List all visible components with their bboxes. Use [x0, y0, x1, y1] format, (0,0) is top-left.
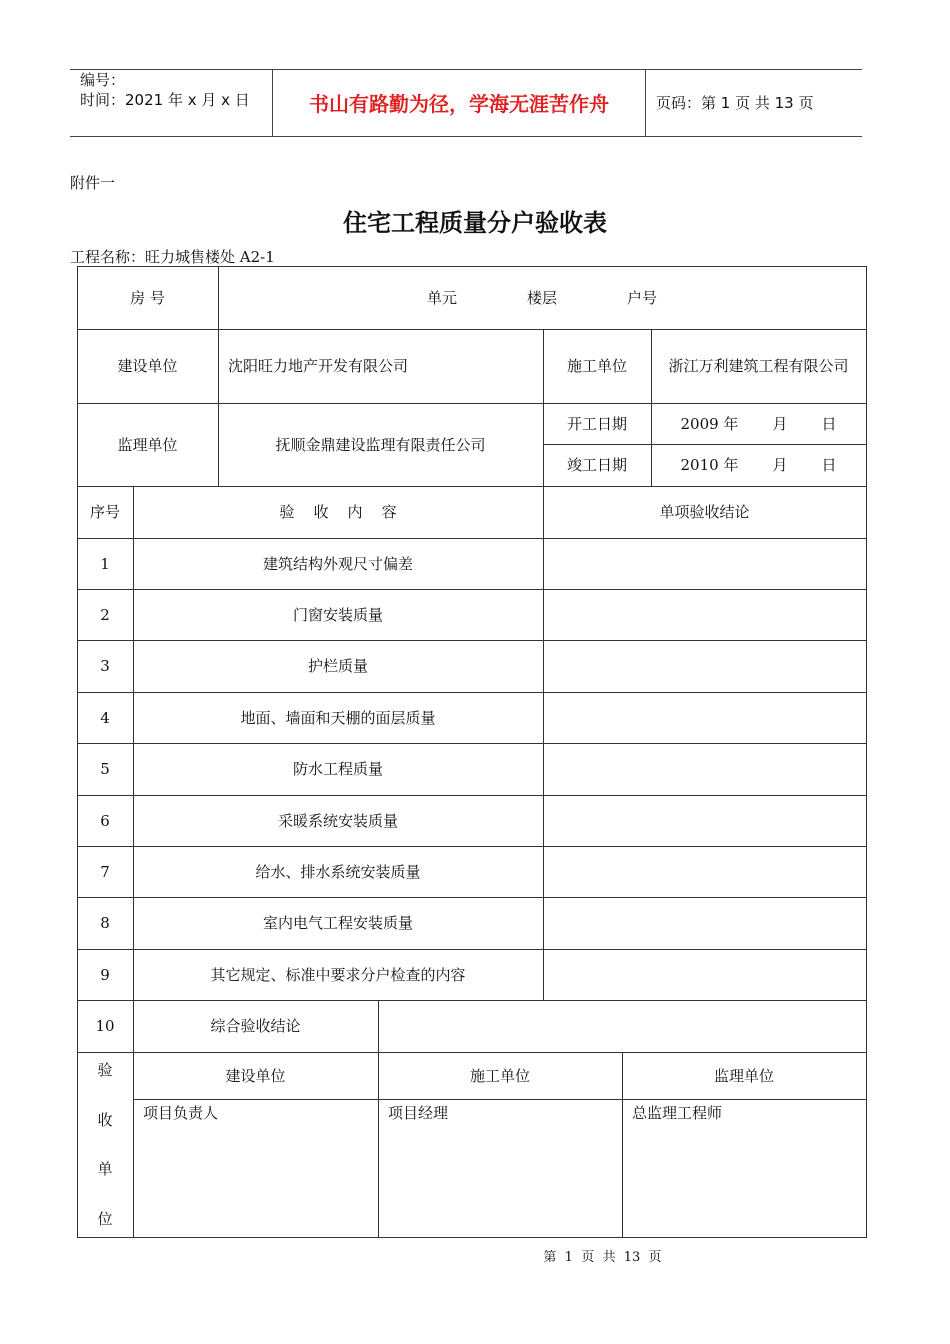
item-content: 给水、排水系统安装质量 — [255, 862, 421, 881]
item-content: 建筑结构外观尺寸偏差 — [262, 554, 413, 573]
item-conclusion-field[interactable] — [543, 589, 866, 640]
doc-time-label: 时间：2021 年 x 月 x 日 — [80, 91, 250, 109]
vertical-char: 位 — [97, 1209, 113, 1228]
item-conclusion-field[interactable] — [543, 897, 866, 949]
header-meta — [80, 70, 250, 110]
summary-number: 10 — [95, 1017, 115, 1035]
finish-year: 2010 年 — [680, 456, 739, 474]
item-number: 2 — [100, 605, 110, 624]
content-header: 验 收 内 容 — [279, 503, 397, 521]
floor-label: 楼层 — [526, 288, 557, 307]
item-content: 地面、墙面和天棚的面层质量 — [240, 708, 436, 727]
seq-header: 序号 — [89, 503, 120, 521]
page-footer: 第 1 页 共 13 页 — [543, 1250, 662, 1265]
header-divider — [645, 69, 646, 136]
start-date-field[interactable] — [651, 403, 866, 444]
item-conclusion-field[interactable] — [543, 795, 866, 846]
start-month-label: 月 — [772, 414, 788, 433]
supervisor-person-label: 总监理工程师 — [632, 1104, 723, 1122]
doc-number-label: 编号： — [80, 71, 126, 89]
summary-conclusion-field[interactable] — [378, 1000, 866, 1052]
item-conclusion-field[interactable] — [543, 640, 866, 692]
builder-label: 建设单位 — [117, 357, 178, 375]
item-conclusion-field[interactable] — [543, 538, 866, 589]
finish-date-label: 竣工日期 — [566, 456, 627, 474]
vertical-char: 验 — [97, 1061, 113, 1079]
supervisor-value: 抚顺金鼎建设监理有限责任公司 — [275, 435, 486, 454]
builder-person-label: 项目负责人 — [143, 1104, 219, 1122]
constructor-value: 浙江万利建筑工程有限公司 — [668, 357, 849, 375]
start-year: 2009 年 — [680, 414, 739, 433]
supervisor-signature-field[interactable] — [622, 1099, 866, 1237]
attachment-label: 附件一 — [70, 174, 116, 192]
house-number-label: 户号 — [627, 288, 658, 307]
conclusion-header: 单项验收结论 — [659, 503, 750, 521]
vertical-char: 单 — [97, 1160, 113, 1179]
builder-signature-field[interactable] — [133, 1099, 378, 1237]
item-content: 护栏质量 — [307, 657, 368, 675]
start-day-label: 日 — [821, 414, 837, 433]
header-motto: 书山有路勤为径，学海无涯苦作舟 — [309, 92, 609, 116]
item-conclusion-field[interactable] — [543, 743, 866, 795]
sign-builder-header: 建设单位 — [225, 1066, 286, 1085]
grid-line — [77, 1237, 867, 1238]
acceptance-units-label — [77, 1052, 133, 1237]
item-number: 4 — [100, 708, 110, 727]
sign-constructor-header: 施工单位 — [469, 1066, 530, 1085]
page-counter: 页码：第 1 页 共 13 页 — [656, 94, 814, 112]
vertical-char: 收 — [97, 1110, 113, 1129]
item-content: 门窗安装质量 — [292, 605, 383, 624]
item-number: 6 — [100, 811, 110, 830]
item-number: 3 — [100, 657, 110, 675]
finish-date-field[interactable] — [651, 444, 866, 486]
constructor-label: 施工单位 — [566, 357, 627, 375]
builder-value: 沈阳旺力地产开发有限公司 — [228, 357, 409, 375]
header-bottom-rule — [70, 136, 862, 137]
start-date-label: 开工日期 — [566, 414, 627, 433]
summary-label: 综合验收结论 — [210, 1017, 301, 1035]
finish-month-label: 月 — [772, 456, 788, 474]
item-content: 防水工程质量 — [292, 760, 383, 778]
room-number-field[interactable] — [218, 266, 866, 329]
room-number-label: 房 号 — [130, 288, 165, 307]
item-number: 1 — [100, 554, 110, 573]
grid-line — [866, 266, 867, 1237]
constructor-signature-field[interactable] — [378, 1099, 622, 1237]
item-number: 7 — [100, 862, 110, 881]
item-conclusion-field[interactable] — [543, 949, 866, 1000]
item-conclusion-field[interactable] — [543, 846, 866, 897]
item-conclusion-field[interactable] — [543, 692, 866, 743]
finish-day-label: 日 — [821, 456, 837, 474]
constructor-person-label: 项目经理 — [388, 1104, 449, 1122]
unit-label: 单元 — [426, 288, 457, 307]
sign-supervisor-header: 监理单位 — [713, 1066, 774, 1085]
item-number: 8 — [100, 914, 110, 932]
item-number: 9 — [100, 965, 110, 984]
item-number: 5 — [100, 760, 110, 778]
item-content: 室内电气工程安装质量 — [262, 914, 413, 932]
item-content: 其它规定、标准中要求分户检查的内容 — [210, 965, 466, 984]
page-title: 住宅工程质量分户验收表 — [343, 208, 607, 237]
project-name: 工程名称：旺力城售楼处 A2-1 — [70, 248, 275, 266]
supervisor-label: 监理单位 — [117, 435, 178, 454]
item-content: 采暖系统安装质量 — [277, 811, 398, 830]
